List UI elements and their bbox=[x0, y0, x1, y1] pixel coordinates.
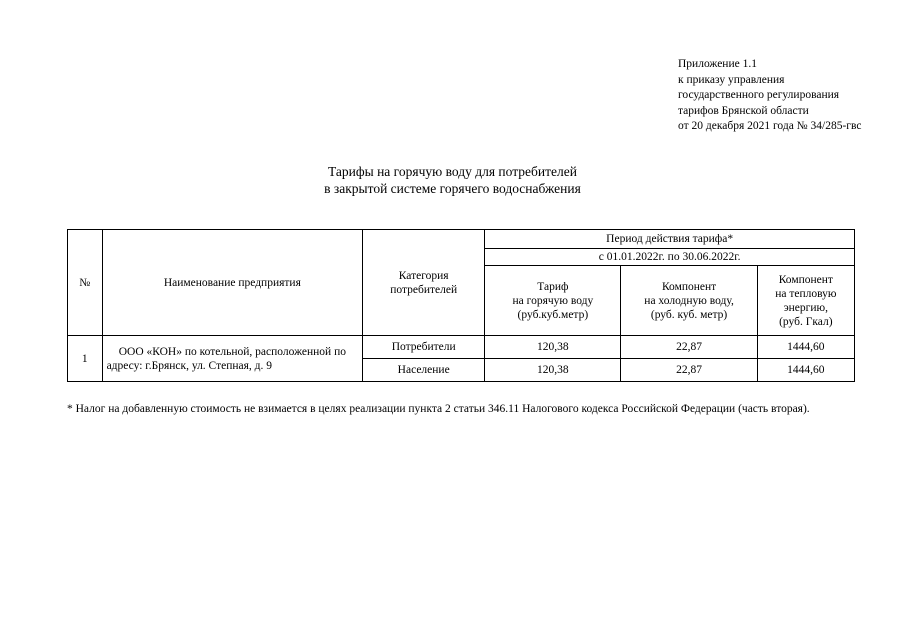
cold-component-value: 22,87 bbox=[621, 359, 757, 382]
table-row bbox=[68, 336, 855, 359]
title-line-1: Тарифы на горячую воду для потребителей bbox=[328, 164, 577, 179]
appendix-line: государственного регулирования bbox=[678, 89, 840, 101]
header-cold-component: Компонент на холодную воду, (руб. куб. метр) bbox=[621, 266, 757, 336]
header-dates: с 01.01.2022г. по 30.06.2022г. bbox=[485, 249, 855, 266]
title-line-2: в закрытой системе горячего водоснабжения bbox=[324, 180, 581, 196]
tariff-table bbox=[67, 229, 855, 382]
header-heat-component: Компонент на тепловую энергию, (руб. Гкал) bbox=[757, 266, 854, 336]
document-title bbox=[0, 164, 905, 197]
category-cell: Потребители bbox=[363, 336, 485, 359]
header-tariff: Тариф на горячую воду (руб.куб.метр) bbox=[485, 266, 621, 336]
cold-component-value: 22,87 bbox=[621, 336, 757, 359]
footnote: * Налог на добавленную стоимость не взимается в целях реализации пункта 2 статьи 346.11 Налогового кодекса Российской Федерации (часть вторая). bbox=[67, 403, 810, 415]
header-row-period bbox=[68, 230, 855, 249]
tariff-value: 120,38 bbox=[485, 336, 621, 359]
header-name: Наименование предприятия bbox=[102, 230, 363, 336]
header-number: № bbox=[68, 230, 103, 336]
category-cell: Население bbox=[363, 359, 485, 382]
appendix-line: от 20 декабря 2021 года № 34/285-гвс bbox=[678, 120, 862, 132]
appendix-line: к приказу управления bbox=[678, 73, 785, 86]
header-category: Категория потребителей bbox=[363, 230, 485, 336]
appendix-block bbox=[678, 57, 861, 135]
tariff-value: 120,38 bbox=[485, 359, 621, 382]
appendix-line: тарифов Брянской области bbox=[678, 104, 809, 117]
header-period: Период действия тарифа* bbox=[485, 230, 855, 249]
enterprise-name: ООО «КОН» по котельной, расположенной по адресу: г.Брянск, ул. Степная, д. 9 bbox=[102, 336, 363, 382]
heat-component-value: 1444,60 bbox=[757, 336, 854, 359]
appendix-line: Приложение 1.1 bbox=[678, 58, 757, 70]
heat-component-value: 1444,60 bbox=[757, 359, 854, 382]
row-number: 1 bbox=[68, 336, 103, 382]
